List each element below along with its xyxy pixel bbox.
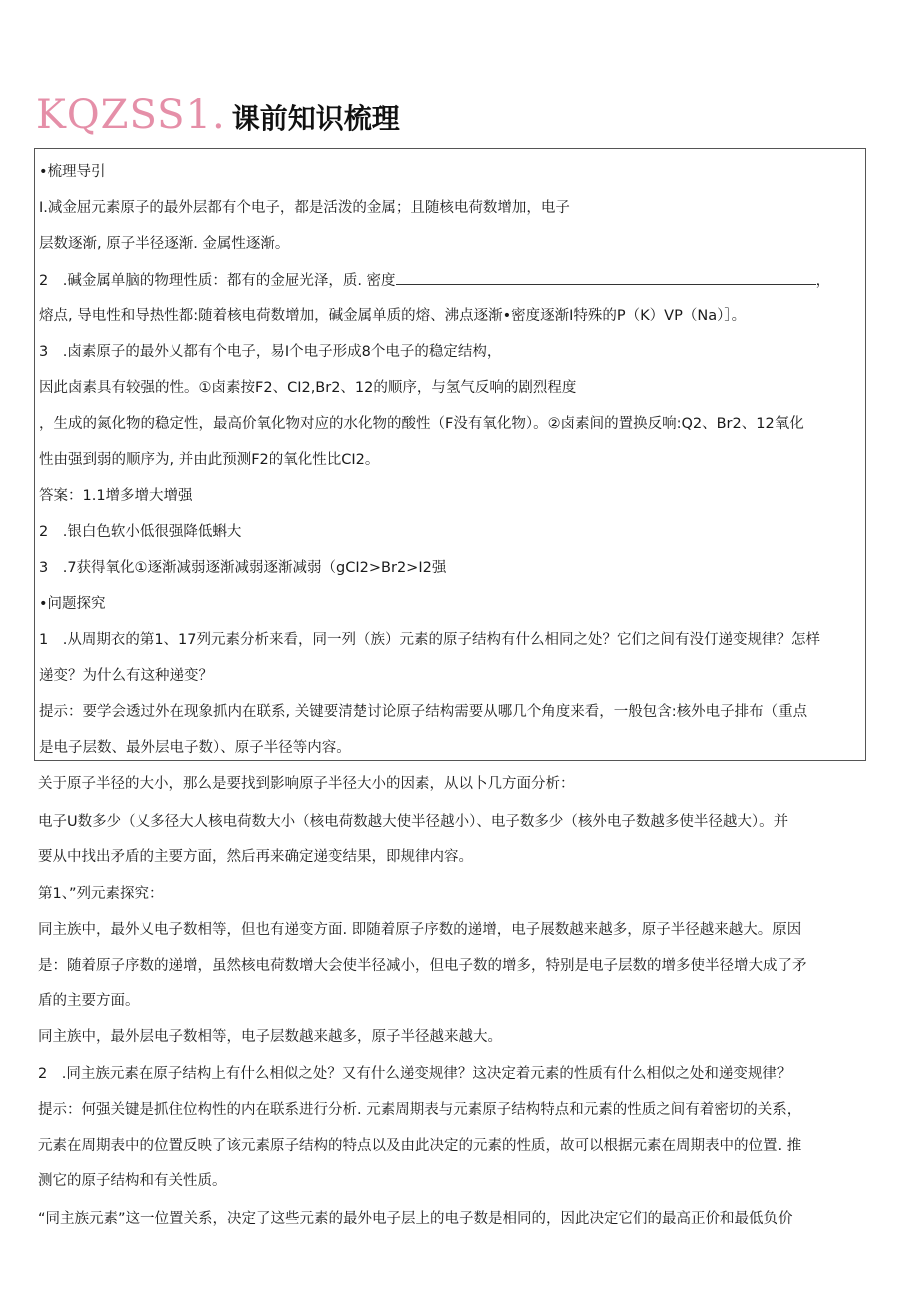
box-line-comma: ，	[815, 273, 831, 289]
body-line: 关于原子半径的大小，那么是要找到影响原子半径大小的因素，从以卜几方面分析：	[38, 776, 575, 792]
body-line: 同主族中，最外乂电子数相等，但也有递变方面. 即随着原子序数的递增，电子展数越来越多，原子半径越来越大。原因	[38, 922, 802, 938]
box-line: •问题探究	[39, 596, 106, 612]
body-line: 测它的原子结构和有关性质。	[38, 1173, 227, 1189]
section-heading	[36, 92, 400, 140]
body-line: 电子U数多少（乂多径大人核电荷数大小（核电荷数越大使半径越小）、电子数多少（核外电子数越多使半径越大）。并	[38, 814, 789, 830]
body-line: 提示：何强关键是抓住位构性的内在联系进行分析. 元素周期表与元素原子结构特点和元素的性质之间有着密切的关系，	[38, 1102, 802, 1118]
box-line: 熔点, 导电性和导热性都:随着核电荷数增加，碱金属单质的熔、沸点逐渐•密度逐渐I特殊的P（K）VP（Na）］。	[39, 308, 747, 324]
box-line: 是电子层数、最外层电子数）、原子半径等内容。	[39, 740, 351, 756]
body-line: 是：随着原子序数的递增，虽然核电荷数增大会使半径减小，但电子数的增多，特别是电子层数的增多使半径增大成了矛	[38, 958, 807, 974]
box-line: 递变？为什么有这种递变？	[39, 668, 213, 684]
body-line: “同主族元素”这一位置关系，决定了这些元素的最外电子层上的电子数是相同的，因此决定它们的最高正价和最低负价	[38, 1211, 793, 1227]
box-line: I.减金屈元素原子的最外层都有个电子，都是活泼的金属；且随核电荷数增加，电子	[39, 200, 570, 216]
body-line: 要从中找出矛盾的主要方面，然后再来确定递变结果，即规律内容。	[38, 849, 473, 865]
box-line: 因此卤素具有较强的性。①卤素按F2、CI2,Br2、12的顺序，与氢气反响的剧烈程度	[39, 380, 577, 396]
summary-box	[34, 148, 866, 761]
body-line: 第1、”列元素探究：	[38, 886, 164, 902]
box-line: 2 .银白色软小低很强降低蝌大	[39, 524, 242, 540]
body-line: 同主族中，最外层电子数相等，电子层数越来越多，原子半径越来越大。	[38, 1029, 502, 1045]
box-line: •梳理导引	[39, 164, 106, 180]
section-title: 课前知识梳理	[231, 102, 400, 135]
body-line: 盾的主要方面。	[38, 993, 140, 1009]
box-line: 3 .7获得氧化①逐渐减弱逐渐减弱逐渐减弱（gCI2>Br2>I2强	[39, 560, 447, 576]
box-line: 性由强到弱的顺序为, 并由此预测F2的氧化性比CI2。	[39, 452, 380, 468]
box-line: 1 .从周期衣的第1、17列元素分析来看，同一列（族）元素的原子结构有什么相同之处？它们之间有没仃递变规律？怎样	[39, 632, 821, 648]
box-line: 提示：要学会透过外在现象抓内在联系, 关键要清楚讨论原子结构需要从哪几个角度来看，一般包含:核外电子排布（重点	[39, 704, 808, 720]
box-line-text: 2 .碱金属单脑的物理性质：都有的金屉光泽，质. 密度	[39, 273, 396, 289]
blank-underline	[396, 270, 816, 285]
box-line: ，生成的氮化物的稳定性，最高价氧化物对应的水化物的酸性（F没有氧化物）。②卤素间的置换反响:Q2、Br2、12氧化	[39, 416, 804, 432]
box-line: 答案：1.1增多增大增强	[39, 488, 193, 504]
body-line: 2 .同主族元素在原子结构上有什么相似之处？又有什么递变规律？这决定着元素的性质有什么相似之处和递变规律？	[38, 1066, 792, 1082]
box-line: 3 .卤素原子的最外乂都有个电子，易I个电子形成8个电子的稳定结构，	[39, 344, 502, 360]
box-line-density	[39, 270, 830, 291]
box-line: 层数逐渐, 原子半径逐渐. 金属性逐渐。	[39, 236, 290, 252]
body-line: 元素在周期表中的位置反映了该元素原子结构的特点以及由此决定的元素的性质，故可以根据元素在周期表中的位置. 推	[38, 1138, 802, 1154]
section-code: KQZSS1.	[36, 92, 226, 138]
